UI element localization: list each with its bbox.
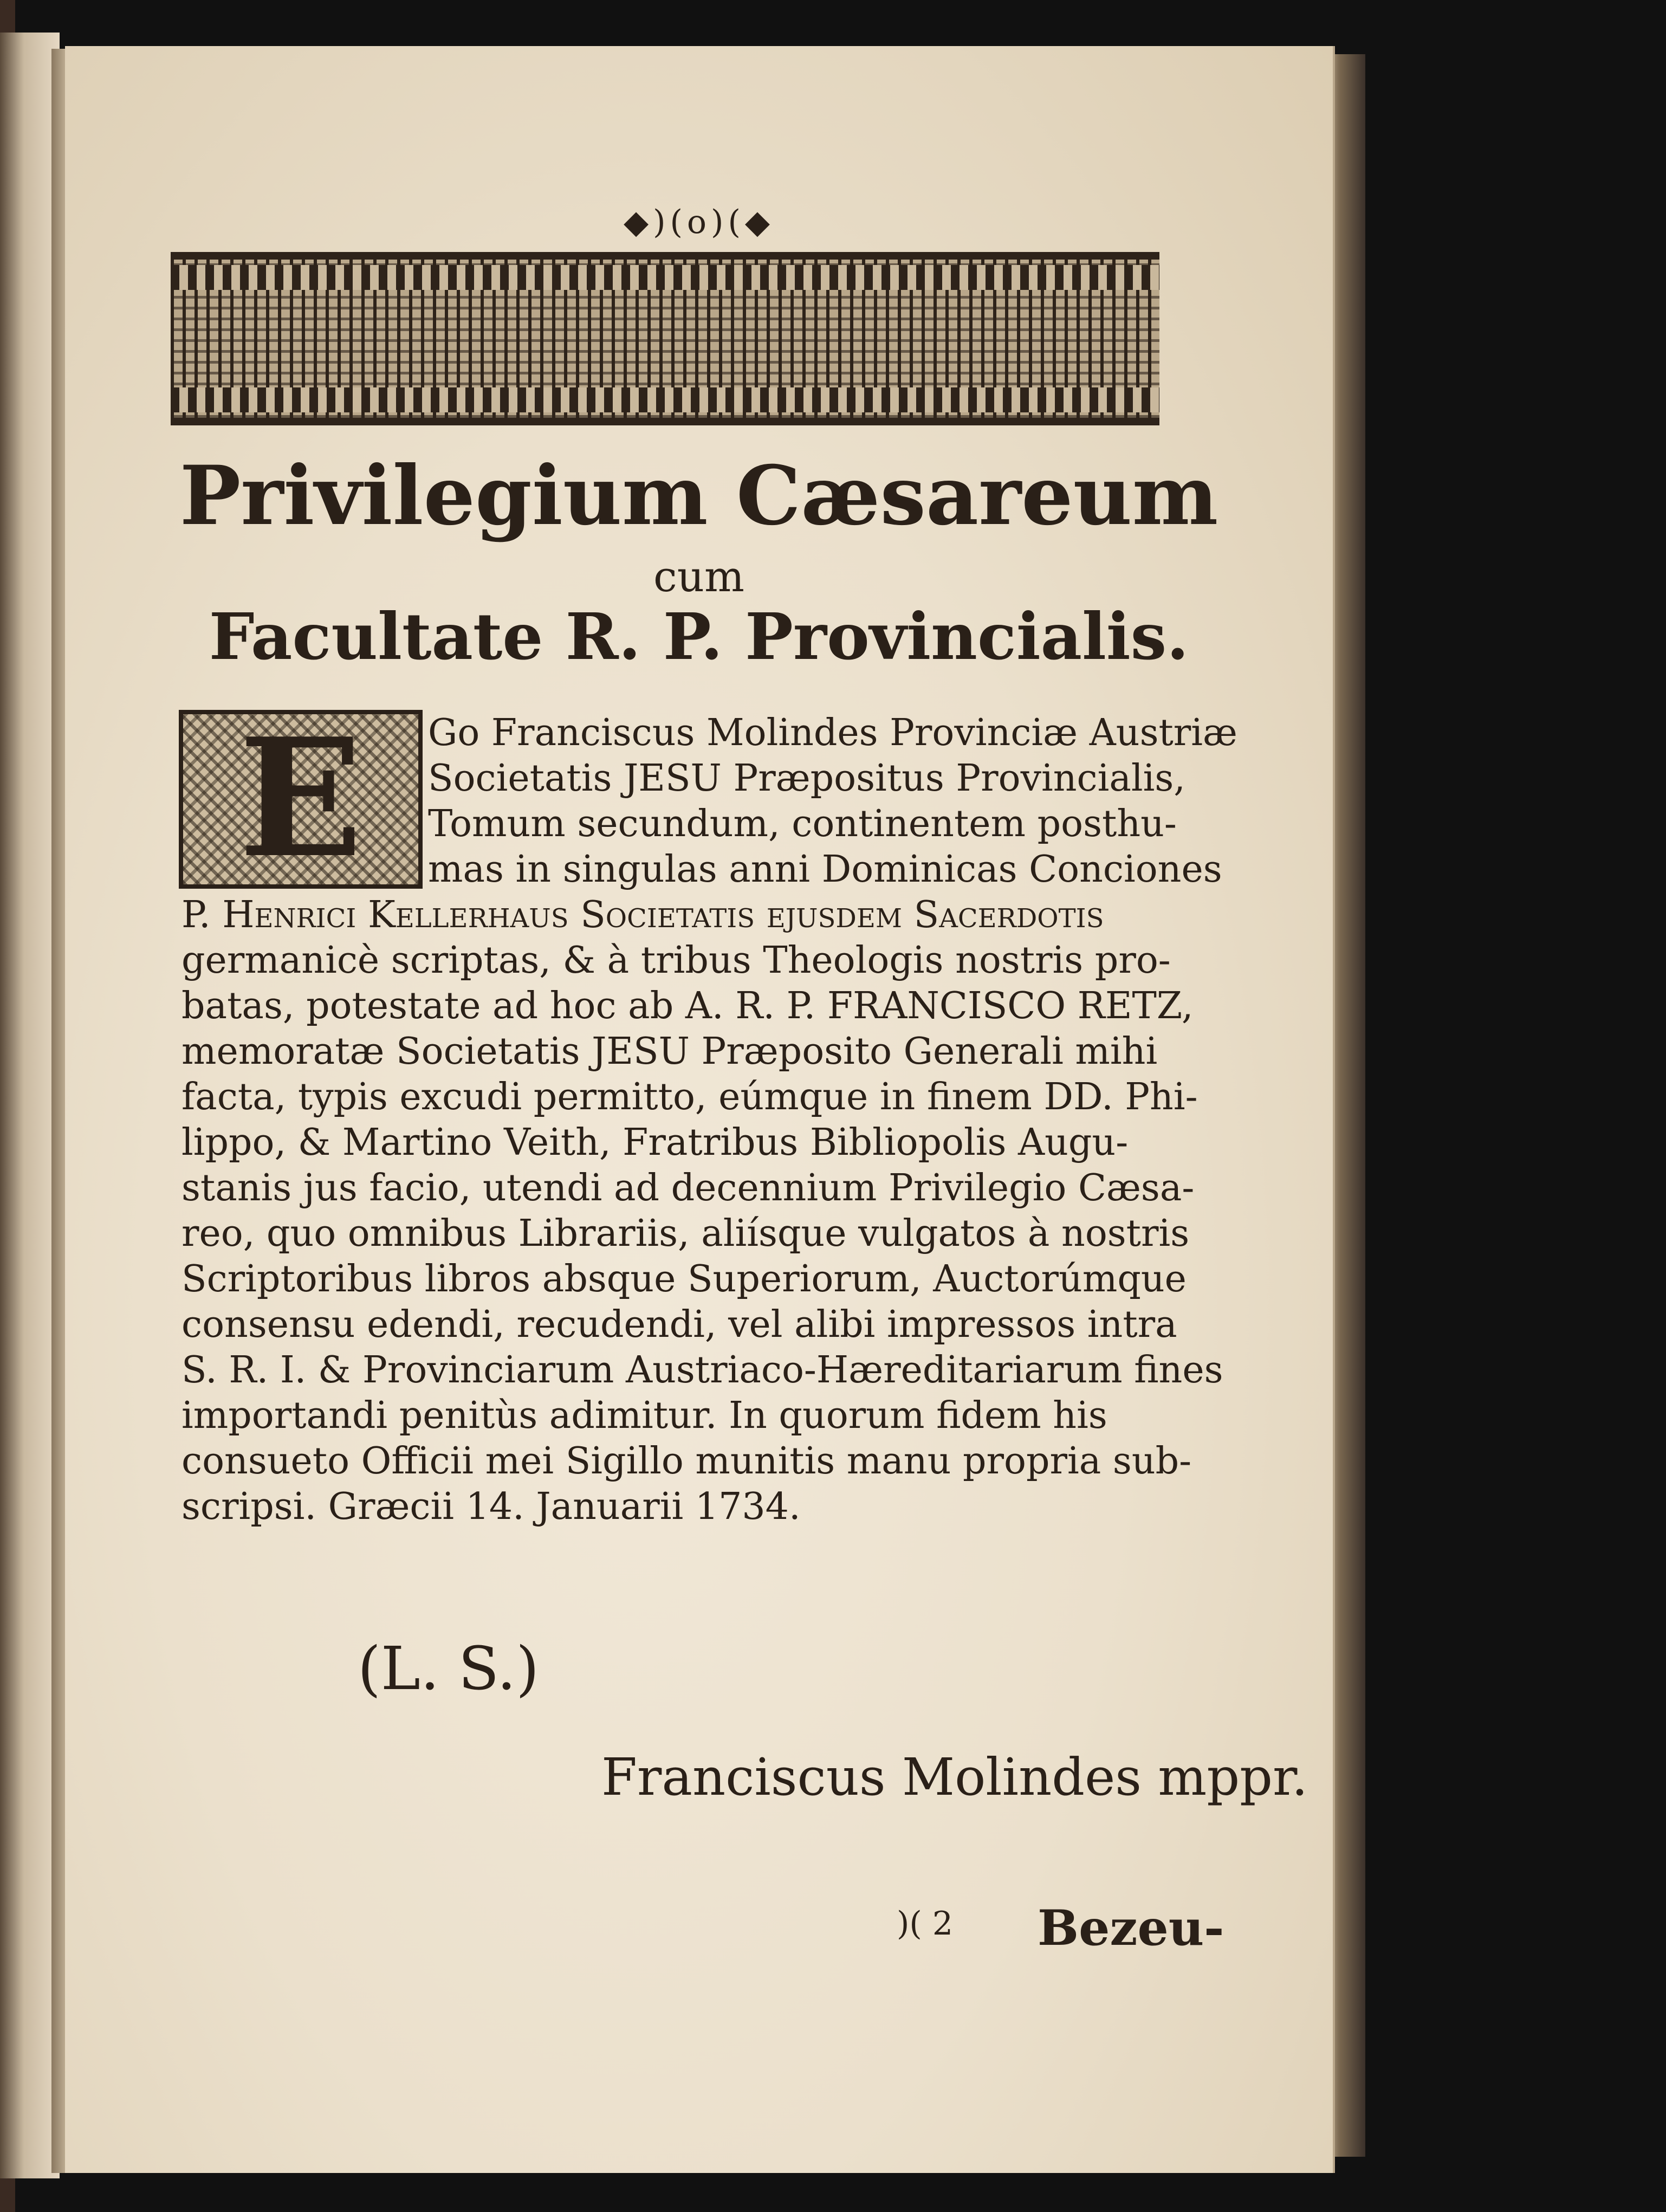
body-line: Scriptoribus libros absque Superiorum, Auctorúmque — [181, 1258, 1187, 1301]
left-page-edge — [0, 33, 60, 2178]
page-title: Privilegium Cæsareum — [179, 448, 1218, 544]
subtitle-main: Facultate R. P. Provincialis. — [209, 599, 1189, 674]
subtitle-cum: cum — [653, 553, 744, 601]
body-line: Societatis JESU Præpositus Provincialis, — [428, 757, 1185, 800]
body-line: Go Franciscus Molindes Provinciæ Austriæ — [428, 712, 1237, 754]
body-line: stanis jus facio, utendi ad decennium Privilegio Cæsa- — [181, 1167, 1195, 1210]
body-line: P. Henrici Kellerhaus Societatis ejusdem Sacerdotis — [181, 894, 1104, 936]
seal-mark: (L. S.) — [358, 1634, 540, 1703]
page-header-ornament: ◆)(o)(◆ — [623, 203, 775, 241]
ornament-row-bottom — [171, 387, 1159, 412]
body-line: lippo, & Martino Veith, Fratribus Bibliopolis Augu- — [181, 1121, 1129, 1164]
catchword: Bezeu- — [1038, 1899, 1224, 1957]
initial-letter: E — [238, 702, 363, 894]
signature-mark: )( 2 — [897, 1905, 954, 1943]
ornament-row-top — [171, 265, 1159, 290]
decorative-ornament-band — [171, 252, 1159, 425]
body-line: germanicè scriptas, & à tribus Theologis nostris pro- — [181, 939, 1171, 982]
body-line: reo, quo omnibus Librariis, aliísque vulgatos à nostris — [181, 1212, 1190, 1255]
body-line: consensu edendi, recudendi, vel alibi impressos intra — [181, 1303, 1177, 1346]
body-line: importandi penitùs adimitur. In quorum fidem his — [181, 1394, 1107, 1437]
body-line: facta, typis excudi permitto, eúmque in finem DD. Phi- — [181, 1076, 1198, 1118]
body-line: scripsi. Græcii 14. Januarii 1734. — [181, 1485, 801, 1528]
body-line: S. R. I. & Provinciarum Austriaco-Hæreditariarum fines — [181, 1349, 1223, 1392]
body-line: mas in singulas anni Dominicas Conciones — [428, 848, 1222, 891]
book-page — [65, 46, 1335, 2173]
signature: Franciscus Molindes mppr. — [601, 1748, 1308, 1807]
decorated-initial — [179, 702, 423, 894]
body-line: batas, potestate ad hoc ab A. R. P. FRANCISCO RETZ, — [181, 985, 1194, 1027]
body-line: Tomum secundum, continentem posthu- — [428, 803, 1177, 845]
body-line: consueto Officii mei Sigillo munitis manu propria sub- — [181, 1440, 1192, 1483]
body-line: memoratæ Societatis JESU Præposito Generali mihi — [181, 1030, 1158, 1073]
